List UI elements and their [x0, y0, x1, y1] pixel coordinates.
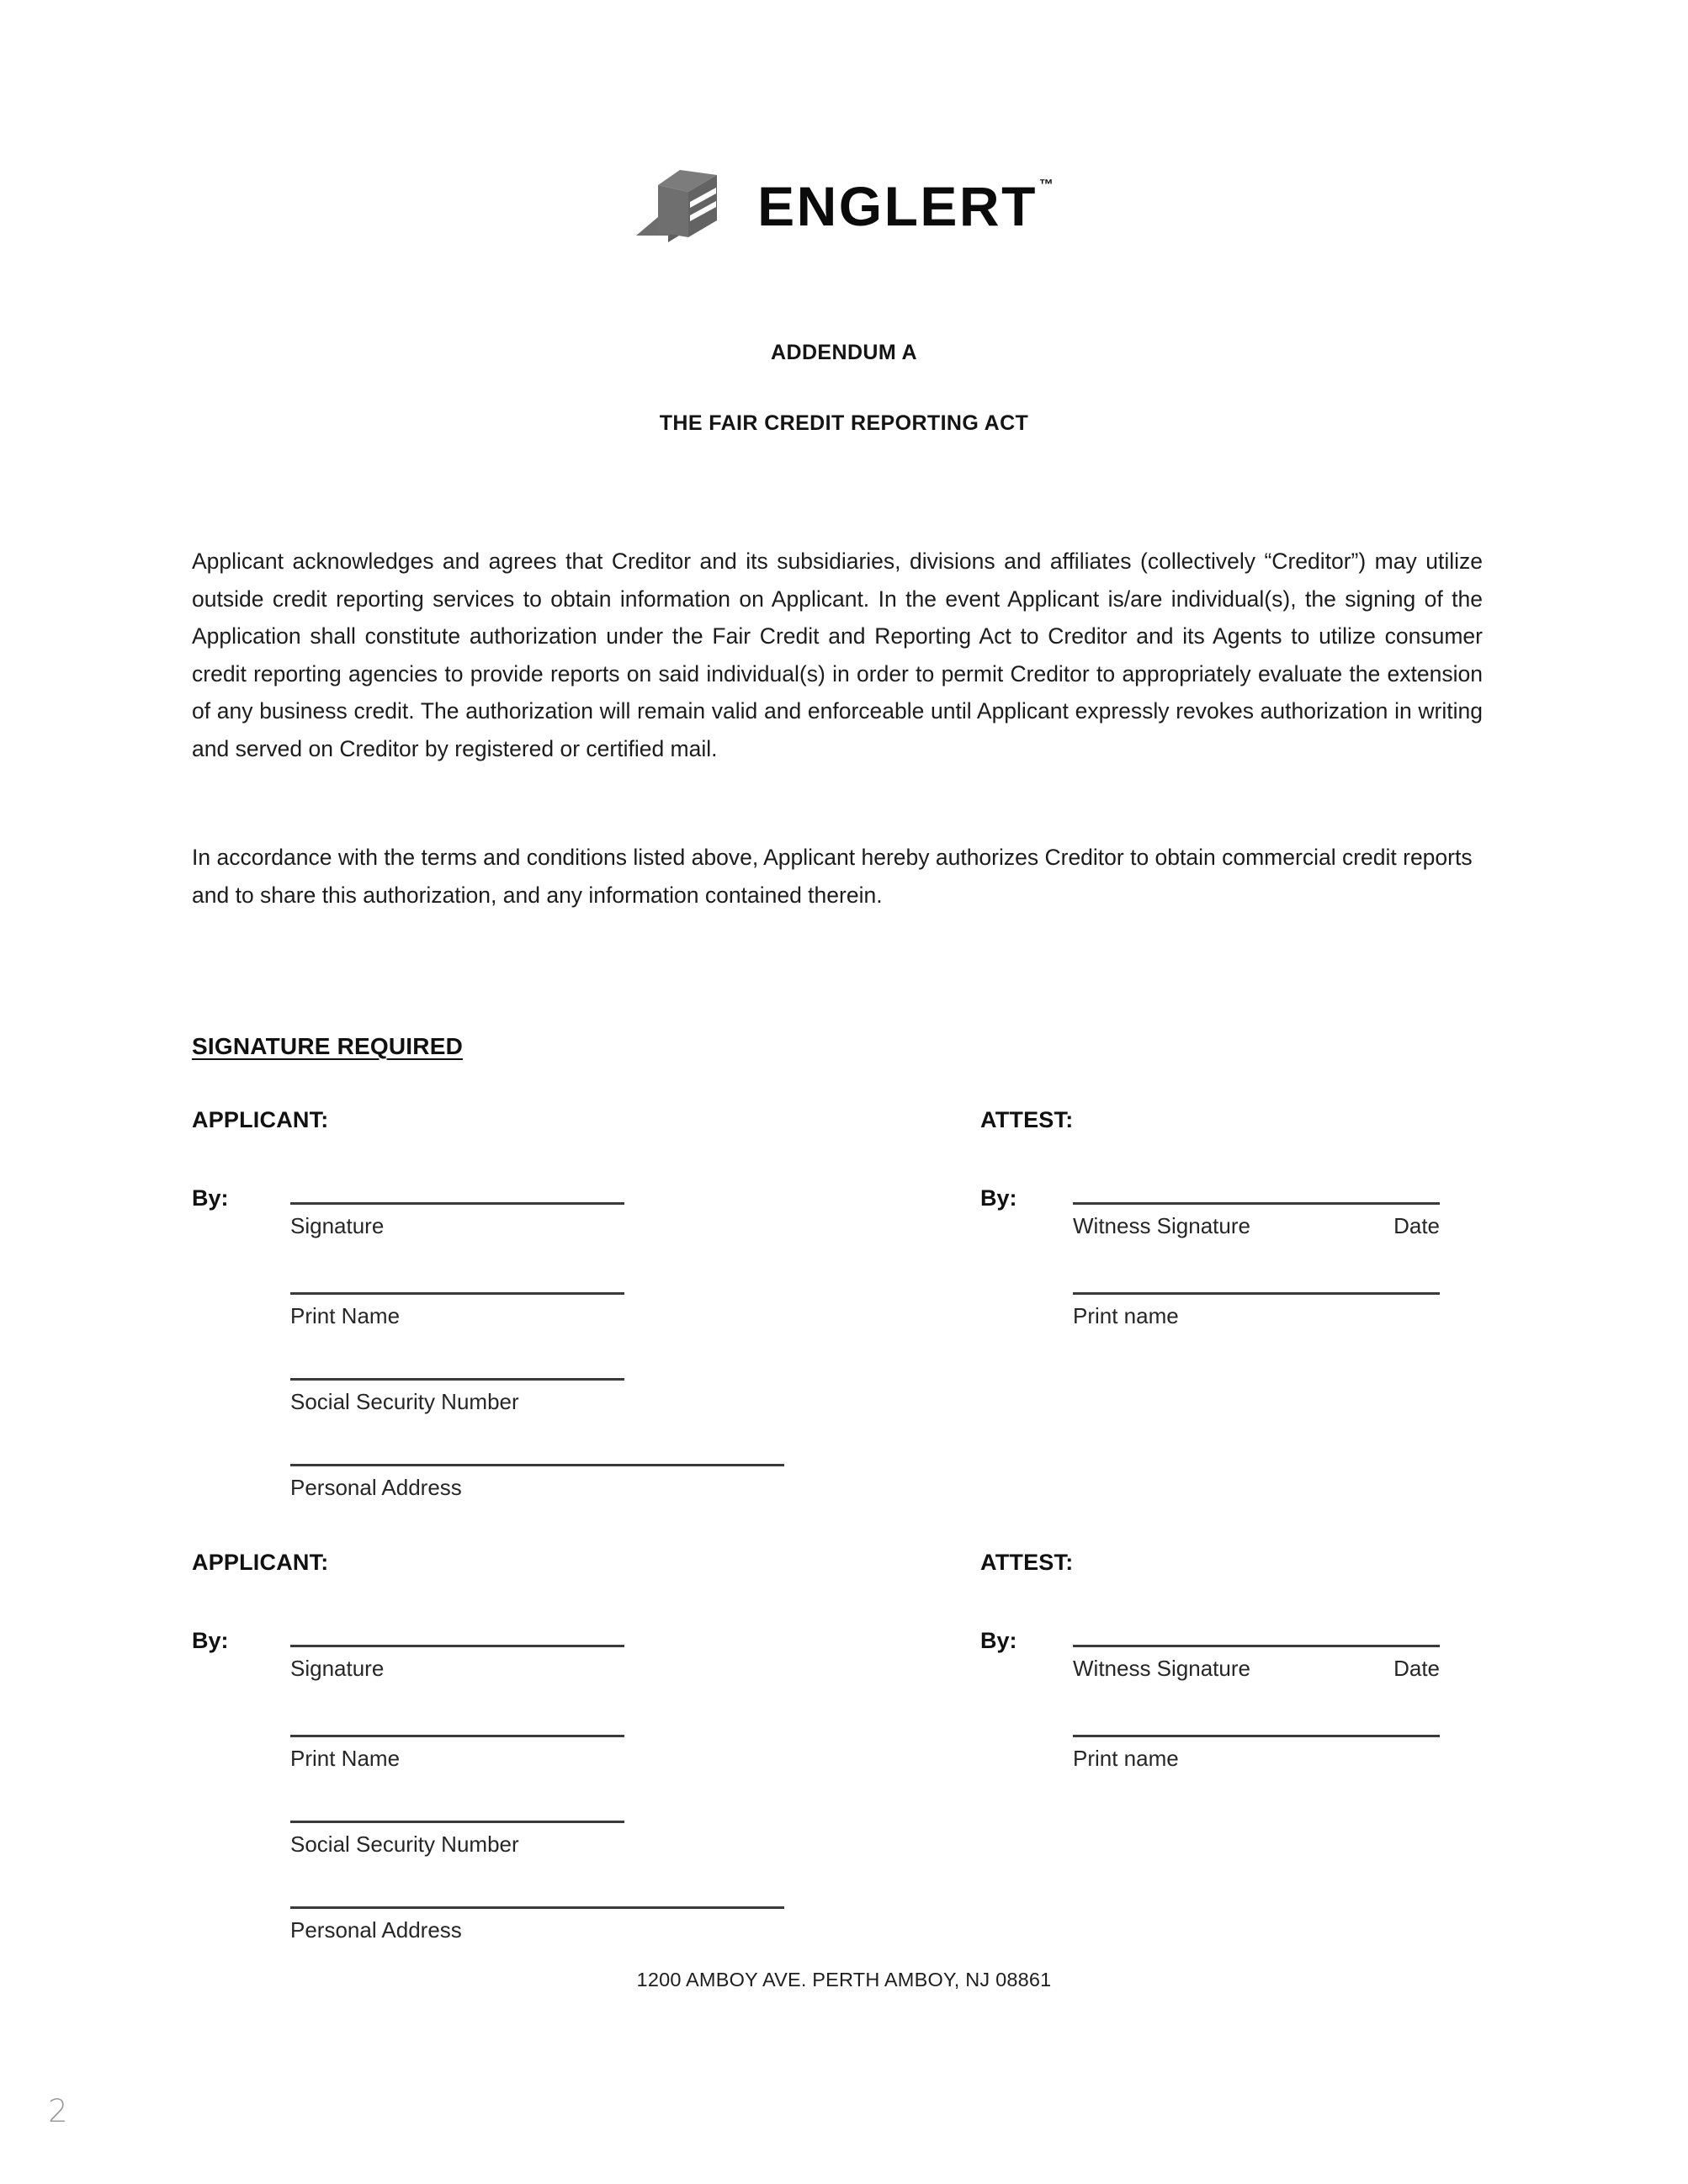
print-name-rule-1[interactable]: [290, 1292, 624, 1295]
witness-signature-caption-row-2: [1073, 1655, 1440, 1683]
witness-print-name-rule-1[interactable]: [1073, 1292, 1440, 1295]
act-title: THE FAIR CREDIT REPORTING ACT: [659, 411, 1029, 435]
witness-print-name-field-1[interactable]: [1073, 1292, 1440, 1330]
personal-address-caption-1: Personal Address: [290, 1475, 462, 1500]
ssn-caption-2: Social Security Number: [290, 1831, 519, 1857]
attest-label-1: ATTEST:: [980, 1107, 1074, 1132]
witness-signature-field-1[interactable]: [1073, 1202, 1440, 1240]
print-name-rule-2[interactable]: [290, 1735, 624, 1737]
signature-block-2: [0, 1550, 1688, 1943]
witness-print-name-field-2[interactable]: [1073, 1735, 1440, 1773]
addendum-title: ADDENDUM A: [771, 341, 917, 364]
signature-block-1: [0, 1107, 1688, 1500]
signature-field-2[interactable]: [290, 1645, 624, 1683]
witness-signature-caption-1: Witness Signature: [1073, 1213, 1250, 1238]
by-label-applicant-1: By:: [192, 1185, 229, 1211]
by-label-applicant-2: By:: [192, 1628, 229, 1653]
englert-box-icon: [636, 165, 735, 242]
witness-print-name-caption-1: Print name: [1073, 1303, 1179, 1328]
signature-field-1[interactable]: [290, 1202, 624, 1240]
signature-caption-2: Signature: [290, 1656, 385, 1681]
witness-signature-caption-row-1: [1073, 1212, 1440, 1240]
signature-rule-1[interactable]: [290, 1202, 624, 1205]
signature-caption-1: Signature: [290, 1213, 385, 1238]
ssn-rule-1[interactable]: [290, 1378, 624, 1381]
body-paragraph-1: Applicant acknowledges and agrees that Creditor and its subsidiaries, divisions and affiliates (collectively “Creditor”) may utilize outside credit reporting services to obtain information on Applicant. In the event Applicant is/are individual(s), the signing of the Application shall constitute authorization under the Fair Credit and Reporting Act to Creditor and its Agents to utilize consumer credit reporting agencies to provide reports on said individual(s) in order to permit Creditor to appropriately evaluate the extension of any business credit. The authorization will remain valid and enforceable until Applicant expressly revokes authorization in writing and served on Creditor by registered or certified mail.: [192, 549, 1483, 761]
ssn-rule-2[interactable]: [290, 1821, 624, 1823]
applicant-label-1: APPLICANT:: [192, 1107, 329, 1132]
personal-address-field-2[interactable]: [290, 1906, 784, 1944]
page-number: 2: [48, 2093, 69, 2129]
date-caption-1: Date: [1393, 1213, 1440, 1238]
footer-address: 1200 AMBOY AVE. PERTH AMBOY, NJ 08861: [636, 1969, 1052, 1991]
signature-required-heading: SIGNATURE REQUIRED: [192, 1033, 463, 1059]
witness-signature-rule-1[interactable]: [1073, 1202, 1440, 1205]
print-name-caption-1: Print Name: [290, 1303, 401, 1328]
witness-signature-rule-2[interactable]: [1073, 1645, 1440, 1647]
applicant-label-2: APPLICANT:: [192, 1550, 329, 1575]
witness-print-name-rule-2[interactable]: [1073, 1735, 1440, 1737]
personal-address-caption-2: Personal Address: [290, 1917, 462, 1943]
trademark-icon: ™: [1038, 177, 1054, 193]
ssn-caption-1: Social Security Number: [290, 1389, 519, 1414]
logo-wordmark: [757, 175, 1054, 237]
witness-signature-field-2[interactable]: [1073, 1645, 1440, 1683]
by-label-attest-2: By:: [980, 1628, 1017, 1653]
body-paragraph-2: In accordance with the terms and conditions listed above, Applicant hereby authorizes Creditor to obtain commercial credit reports and to share this authorization, and any information contained therein.: [192, 845, 1473, 908]
personal-address-field-1[interactable]: [290, 1464, 784, 1502]
print-name-field-1[interactable]: [290, 1292, 624, 1330]
print-name-field-2[interactable]: [290, 1735, 624, 1773]
signature-rule-2[interactable]: [290, 1645, 624, 1647]
by-label-attest-1: By:: [980, 1185, 1017, 1211]
personal-address-rule-1[interactable]: [290, 1464, 784, 1466]
witness-signature-caption-2: Witness Signature: [1073, 1656, 1250, 1681]
personal-address-rule-2[interactable]: [290, 1906, 784, 1909]
date-caption-2: Date: [1393, 1656, 1440, 1681]
company-logo: [0, 165, 1688, 242]
ssn-field-1[interactable]: [290, 1378, 624, 1416]
ssn-field-2[interactable]: [290, 1821, 624, 1858]
witness-print-name-caption-2: Print name: [1073, 1746, 1179, 1771]
print-name-caption-2: Print Name: [290, 1746, 401, 1771]
attest-label-2: ATTEST:: [980, 1550, 1074, 1575]
logo-wordmark-text: ENGLERT: [757, 175, 1038, 237]
